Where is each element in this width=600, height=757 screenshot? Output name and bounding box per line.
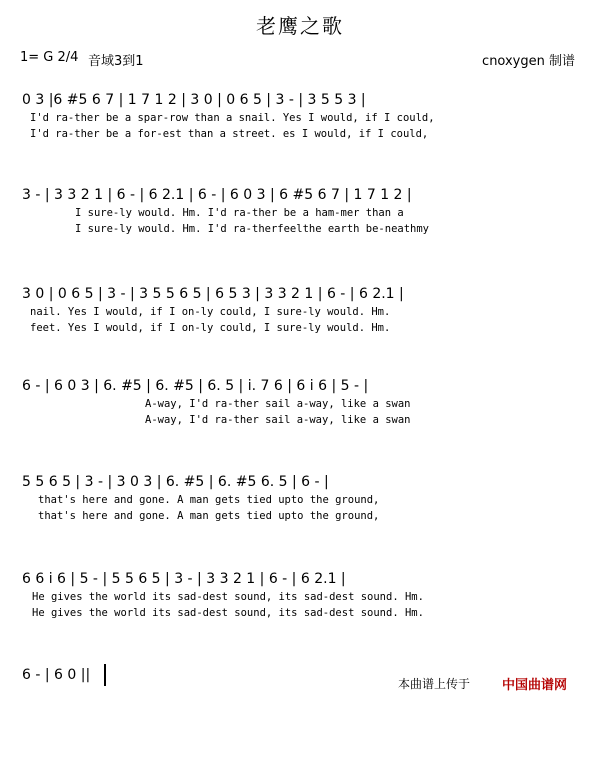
score-system-5 (0, 474, 600, 564)
score-system-1 (0, 92, 600, 182)
score-system-3 (0, 286, 600, 376)
notes-line-2: 3 - | 3 3 2 1 | 6 - | 6 2.1 | 6 - | 6 0 3 | 6 #5 6 7 | 1 7 1 2 | (22, 187, 412, 203)
maker-label: cnoxygen 制谱 (482, 54, 575, 69)
range-label: 音域3到1 (88, 54, 144, 69)
lyric-line-4a: A-way, I'd ra-ther sail a-way, like a swan (145, 398, 411, 410)
notes-line-5: 5 5 6 5 | 3 - | 3 0 3 | 6. #5 | 6. #5 6. 5 | 6 - | (22, 474, 329, 490)
notes-line-7: 6 - | 6 0 || (22, 667, 91, 683)
notes-line-4: 6 - | 6 0 3 | 6. #5 | 6. #5 | 6. 5 | i. 7 6 | 6 i 6 | 5 - | (22, 378, 369, 394)
notes-line-1: 0 3 |6 #5 6 7 | 1 7 1 2 | 3 0 | 0 6 5 | 3 - | 3 5 5 3 | (22, 92, 366, 108)
upload-note: 本曲谱上传于 (398, 677, 471, 691)
score-system-4 (0, 378, 600, 468)
lyric-line-2b: I sure-ly would. Hm. I'd ra-therfeelthe earth be-neathmy (75, 223, 430, 235)
notes-line-6: 6 6 i 6 | 5 - | 5 5 6 5 | 3 - | 3 3 2 1 | 6 - | 6 2.1 | (22, 571, 346, 587)
lyric-line-3b: feet. Yes I would, if I on-ly could, I sure-ly would. Hm. (30, 322, 391, 334)
lyric-line-6a: He gives the world its sad-dest sound, its sad-dest sound. Hm. (32, 591, 424, 603)
final-barline (104, 664, 106, 686)
lyric-line-5a: that's here and gone. A man gets tied upto the ground, (38, 494, 380, 506)
score-system-2 (0, 187, 600, 277)
lyric-line-6b: He gives the world its sad-dest sound, its sad-dest sound. Hm. (32, 607, 424, 619)
lyric-line-4b: A-way, I'd ra-ther sail a-way, like a swan (145, 414, 411, 426)
notes-line-3: 3 0 | 0 6 5 | 3 - | 3 5 5 6 5 | 6 5 3 | 3 3 2 1 | 6 - | 6 2.1 | (22, 286, 404, 302)
lyric-line-3a: nail. Yes I would, if I on-ly could, I sure-ly would. Hm. (30, 306, 391, 318)
score-system-6 (0, 571, 600, 661)
lyric-line-2a: I sure-ly would. Hm. I'd ra-ther be a ham-mer than a (75, 207, 404, 219)
lyric-line-5b: that's here and gone. A man gets tied upto the ground, (38, 510, 380, 522)
key-signature: 1= G 2/4 (20, 50, 79, 65)
site-logo: 中国曲谱网 (502, 678, 568, 693)
lyric-line-1a: I'd ra-ther be a spar-row than a snail. Yes I would, if I could, (30, 112, 435, 124)
lyric-line-1b: I'd ra-ther be a for-est than a street. es I would, if I could, (30, 128, 429, 140)
page-title: 老鹰之歌 (256, 14, 344, 38)
